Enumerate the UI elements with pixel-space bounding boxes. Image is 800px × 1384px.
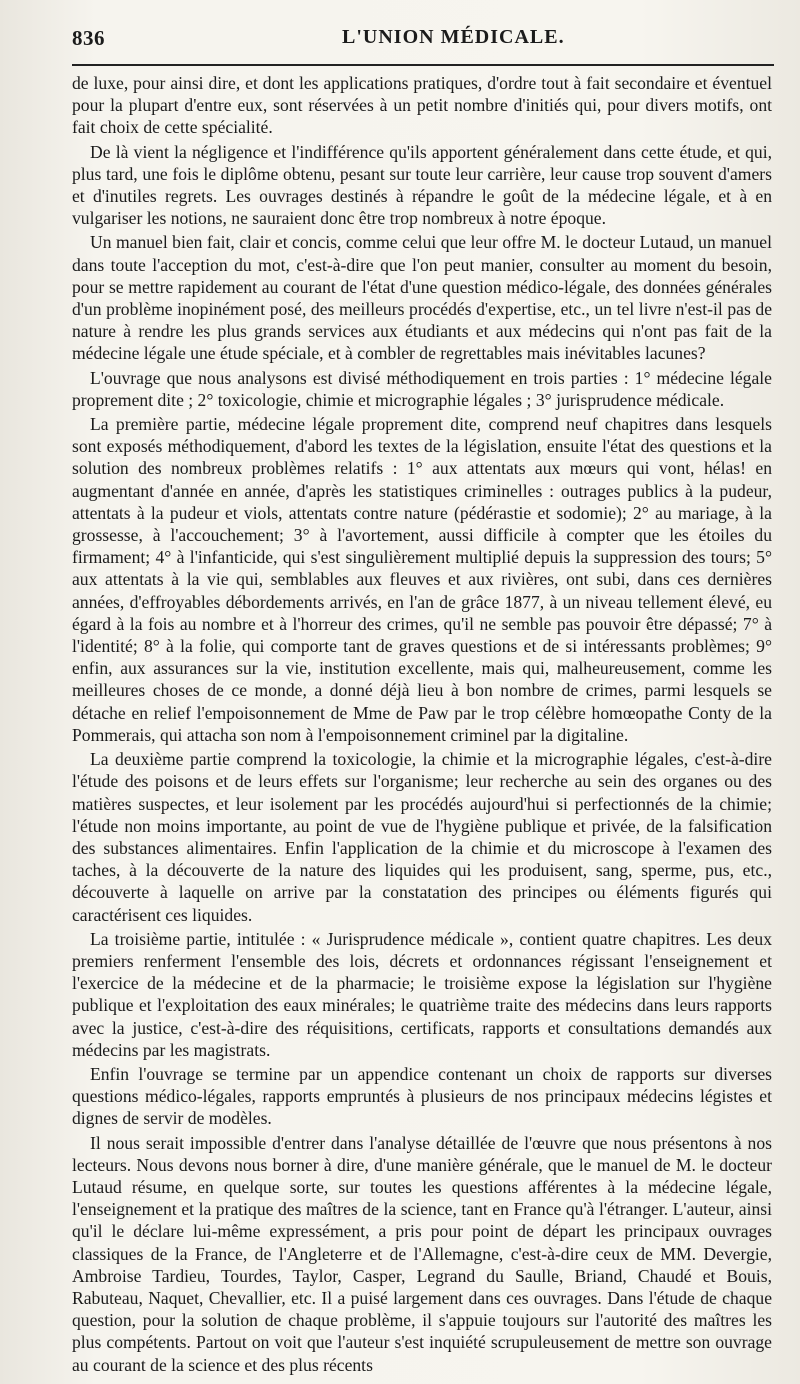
paragraph: La première partie, médecine légale proprement dite, comprend neuf chapitres dans lesquels sont exposés méthodiquement, d'abord les textes de la législation, ensuite l'état des questions et la solution des nombreux problèmes relatifs : 1° aux attentats aux mœurs qui vont, hélas! en augmentant d'année en année, d'après les statistiques criminelles : outrages publics à la pudeur, attentats à la pudeur et viols, attentats contre nature (pédérastie et sodomie); 2° au mariage, à la grossesse, à l'accouchement; 3° à l'avortement, aussi difficile à compter que les étoiles du firmament; 4° à l'infanticide, qui s'est singulièrement multiplié depuis la suppression des tours; 5° aux attentats à la vie qui, semblables aux fleuves et aux rivières, ont subi, dans ces dernières années, d'effroyables débordements arrivés, en l'an de grâce 1877, à un niveau tellement élevé, eu égard à la fois au nombre et à l'horreur des crimes, qu'il ne semble pas pouvoir être dépassé; 7° à l'identité; 8° à la folie, qui comporte tant de graves questions et de si intéressants problèmes; 9° enfin, aux assurances sur la vie, institution excellente, mais qui, malheureusement, comme les meilleures choses de ce monde, a donné déjà lieu à bon nombre de crimes, parmi lesquels se détache en relief l'empoisonnement de Mme de Paw par le trop célèbre homœopathe Conty de la Pommerais, qui attacha son nom à l'empoisonnement criminel par la digitaline. <box>72 414 772 745</box>
paragraph: Enfin l'ouvrage se termine par un appendice contenant un choix de rapports sur diverses questions médico-légales, rapports empruntés à plusieurs de nos principaux médecins légistes et dignes de servir de modèles. <box>72 1063 772 1129</box>
paragraph: Il nous serait impossible d'entrer dans l'analyse détaillée de l'œuvre que nous présentons à nos lecteurs. Nous devons nous borner à dire, d'une manière générale, que le manuel de M. le docteur Lutaud résume, en quelque sorte, sur toutes les questions afférentes à la médecine légale, l'enseignement et la pratique des maîtres de la science, tant en France qu'à l'étranger. L'auteur, ainsi qu'il le déclare lui-même expressément, a pris pour point de départ les principaux ouvrages classiques de la France, de l'Angleterre et de l'Allemagne, c'est-à-dire ceux de MM. Devergie, Ambroise Tardieu, Tourdes, Taylor, Casper, Legrand du Saulle, Briand, Chaudé et Bouis, Rabuteau, Naquet, Chevallier, etc. Il a puisé largement dans ces ouvrages. Dans l'étude de chaque question, pour la solution de chaque problème, il s'appuie toujours sur l'autorité des maîtres les plus compétents. Partout on voit que l'auteur s'est inquiété scrupuleusement de mettre son ouvrage au courant de la science et des plus récents <box>72 1132 772 1375</box>
article-body <box>72 72 772 1378</box>
paragraph: De là vient la négligence et l'indifférence qu'ils apportent généralement dans cette étude, et qui, plus tard, une fois le diplôme obtenu, pesant sur toute leur carrière, leur cause trop souvent d'amers et d'inutiles regrets. Les ouvrages destinés à répandre le goût de la médecine légale, et à en vulgariser les notions, ne sauraient donc être trop nombreux à notre époque. <box>72 141 772 229</box>
running-title: L'UNION MÉDICALE. <box>342 26 565 48</box>
paragraph: L'ouvrage que nous analysons est divisé méthodiquement en trois parties : 1° médecine légale proprement dite ; 2° toxicologie, chimie et micrographie légales ; 3° jurisprudence médicale. <box>72 367 772 410</box>
header-rule <box>72 64 774 66</box>
page-header <box>72 22 780 62</box>
paragraph: Un manuel bien fait, clair et concis, comme celui que leur offre M. le docteur Lutaud, un manuel dans toute l'acception du mot, c'est-à-dire que l'on peut manier, consulter au moment du besoin, pour se mettre rapidement au courant de l'état d'une question médico-légale, des données générales d'un problème inopinément posé, des meilleurs procédés d'expertise, etc., un tel livre n'est-il pas de nature à rendre les plus grands services aux étudiants et aux médecins qui n'ont pas fait de la médecine légale une étude spéciale, et à combler de regrettables mais inévitables lacunes? <box>72 232 772 364</box>
paragraph: La deuxième partie comprend la toxicologie, la chimie et la micrographie légales, c'est-à-dire l'étude des poisons et de leurs effets sur l'organisme; leur recherche au sein des organes ou des matières suspectes, et leur isolement par les procédés aujourd'hui si perfectionnés de la chimie; l'étude non moins importante, au point de vue de l'hygiène publique et privée, de la falsification des substances alimentaires. Enfin l'application de la chimie et du microscope à l'examen des taches, à la découverte de la nature des liquides qui les produisent, sang, sperme, pus, etc., découverte à laquelle on arrive par la constatation des principes ou éléments figurés qui caractérisent ces liquides. <box>72 749 772 925</box>
paragraph: de luxe, pour ainsi dire, et dont les applications pratiques, d'ordre tout à fait secondaire et éventuel pour la plupart d'entre eux, sont réservées à un petit nombre d'initiés qui, pour divers motifs, ont fait choix de cette spécialité. <box>72 73 772 138</box>
page-number: 836 <box>72 26 105 50</box>
paragraph: La troisième partie, intitulée : « Jurisprudence médicale », contient quatre chapitres. Les deux premiers renferment l'ensemble des lois, décrets et ordonnances régissant l'enseignement et l'exercice de la médecine et de la pharmacie; le troisième expose la législation sur l'hygiène publique et l'exploitation des eaux minérales; le quatrième traite des médecins dans leurs rapports avec la justice, c'est-à-dire des réquisitions, certificats, rapports et consultations demandés aux médecins par les magistrats. <box>72 928 772 1060</box>
